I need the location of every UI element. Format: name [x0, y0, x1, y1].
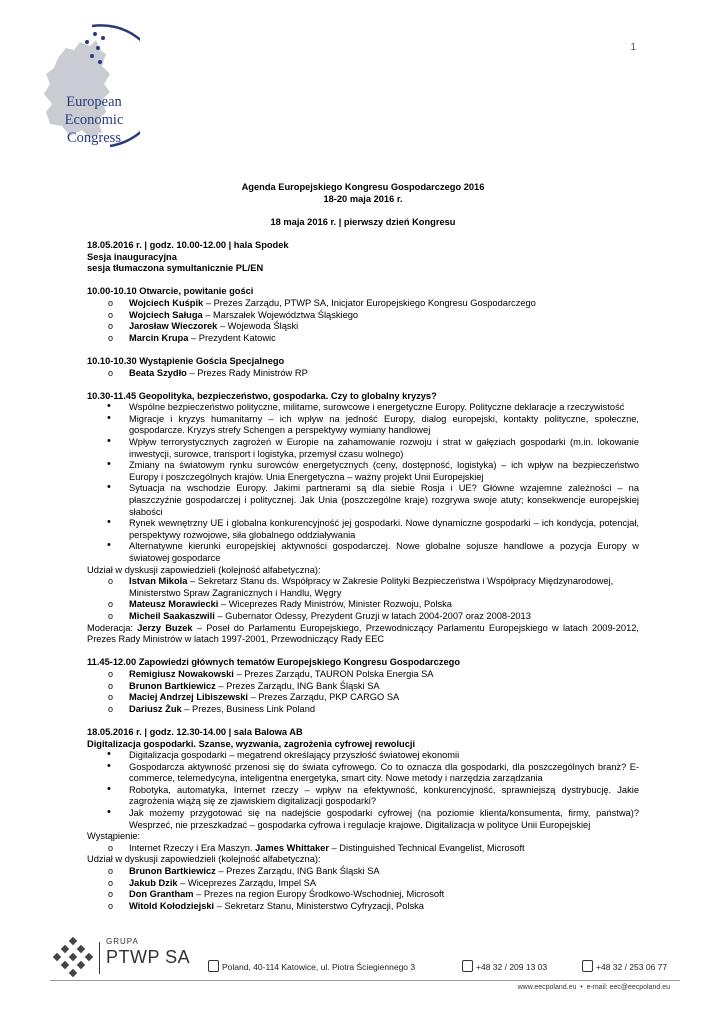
speaker-name: Istvan Mikola [129, 576, 188, 587]
group-label: GRUPA [106, 937, 139, 946]
speaker-name: Wojciech Saługa [129, 309, 203, 320]
speaker-name: Brunon Bartkiewicz [129, 866, 216, 877]
moderator-role: – Poseł do Parlamentu Europejskiego, Przewodniczący Parlamentu Europejskiego w latach 2009-2012, Prezes Rady Ministrów w latach 1997-2001, Przewodniczący Rady EEC [87, 622, 640, 645]
speaker-item [87, 611, 639, 623]
speaker-role: – Marszałek Województwa Śląskiego [202, 309, 359, 320]
logo-line-1: European [66, 94, 122, 110]
speaker-name: Beata Szydło [129, 367, 187, 378]
topic-item: • Wpływ terrorystycznych zagrożeń w Europie na zahamowanie rozwoju i strat w gałęziach gospodarki (m.in. lokowanie inwestycji, surowce, transport i logistyka, przemysł czasu wolnego) [87, 437, 639, 460]
speaker-role: – Prezes Zarządu, ING Bank Śląski SA [215, 680, 380, 691]
speaker-role: – Prezes Zarządu, PTWP SA, Inicjator Europejskiego Kongresu Gospodarczego [203, 297, 536, 308]
agenda-item-heading: 10.10-10.30 Wystąpienie Gościa Specjalnego [87, 355, 285, 366]
speaker-role: – Sekretarz Stanu ds. Współpracy w Zakresie Polityki Bezpieczeństwa i Współpracy Międzynarodowej, Ministerstwo Spraw Zagranicznych i Handlu, Węgry [129, 576, 614, 598]
speaker-item [87, 901, 639, 913]
agenda-item-heading: Digitalizacja gospodarki. Szanse, wyzwania, zagrożenia cyfrowej rewolucji [87, 738, 416, 749]
speaker-role: – Wiceprezes Zarządu, Impel SA [177, 877, 317, 888]
speaker-item [87, 669, 639, 681]
topic-item: • Sytuacja na wschodzie Europy. Jakimi partnerami są dla siebie Rosja i UE? Główne wzajemne zależności – na płaszczyźnie gospodarczej i politycznej. Jak Unia (poszczególne kraje) rozgrywa swoje atuty; konsekwencje europejskiej słabości [87, 483, 639, 518]
speaker-role: – Prezes, Business Link Poland [181, 703, 316, 714]
keynote-title: Internet Rzeczy i Era Maszyn. [129, 842, 256, 853]
ptwp-logo-icon [50, 936, 100, 981]
agenda-content [87, 182, 639, 912]
speaker-item [87, 298, 639, 310]
email-link[interactable]: e-mail: eec@eecpoland.eu [586, 984, 670, 991]
logo-wordmark [54, 93, 134, 147]
logo-line-2: Economic [64, 112, 124, 128]
speaker-list [87, 368, 639, 380]
website-link[interactable]: www.eecpoland.eu [517, 984, 577, 991]
speaker-name: Don Grantham [129, 889, 194, 900]
speaker-role: – Prezes Zarządu, ING Bank Śląski SA [215, 866, 380, 877]
topic-item: • Jak możemy przygotować się na nadejście gospodarki cyfrowej (na poziomie klienta/konsumenta, firmy, państwa)? Wesprzeć, nie przeszkadzać – gospodarka cyfrowa i regulacje krajowe. Digitalizacja w polityce Unii Europejskiej [87, 808, 639, 831]
topic-item: • Migracje i kryzys humanitarny – ich wpływ na jedność Europy, dialog europejski, kontakty polityczne, społeczne, gospodarcze. Kryzys strefy Schengen a perspektywy wymiany handlowej [87, 414, 639, 437]
page-number: 1 [630, 42, 636, 53]
speaker-role: – Prezes Rady Ministrów RP [186, 367, 308, 378]
speaker-role: – Gubernator Odessy, Prezydent Gruzji w latach 2004-2007 oraz 2008-2013 [214, 610, 531, 621]
fax-item [582, 960, 667, 972]
session-header: 18.05.2016 r. | godz. 10.00-12.00 | hala Spodek [87, 239, 289, 250]
moderation-label: Moderacja: [87, 622, 138, 633]
speaker-item [87, 599, 639, 611]
topic-item: • Digitalizacja gospodarki – megatrend określający przyszłość światowej ekonomii [87, 750, 639, 762]
speaker-item [87, 321, 639, 333]
speaker-item [87, 368, 639, 380]
topic-list [87, 750, 639, 831]
phone-text: +48 32 / 209 13 03 [476, 962, 548, 972]
speaker-item [87, 576, 639, 599]
speaker-list [87, 669, 639, 715]
speaker-name: James Whittaker [255, 842, 329, 853]
speaker-role: – Prezes na region Europy Środkowo-Wschodniej, Microsoft [193, 889, 445, 900]
phone-item [462, 960, 547, 972]
speaker-name: Marcin Krupa [129, 332, 189, 343]
topic-item: • Alternatywne kierunki europejskiej aktywności gospodarczej. Nowe globalne sojusze handlowe a pozycja Europy w światowej gospodarce [87, 541, 639, 564]
speaker-role: – Distinguished Technical Evangelist, Microsoft [328, 842, 525, 853]
speaker-item [87, 333, 639, 345]
session-translation-note: sesja tłumaczona symultanicznie PL/EN [87, 263, 264, 274]
speaker-item [87, 681, 639, 693]
footer-divider [50, 980, 680, 981]
moderation-line [87, 623, 639, 646]
address-item [208, 960, 415, 972]
fax-icon [582, 960, 593, 972]
speaker-role: – Prezydent Katowic [188, 332, 276, 343]
agenda-item-heading: 11.45-12.00 Zapowiedzi głównych tematów Europejskiego Kongresu Gospodarczego [87, 657, 460, 668]
logo-divider [99, 942, 100, 974]
topic-item: • Wspólne bezpieczeństwo polityczne, militarne, surowcowe i energetyczne Europy. Polityczne deklaracje a rzeczywistość [87, 402, 639, 414]
topic-item: • Zmiany na światowym rynku surowców energetycznych (ceny, dostępność, logistyka) – ich wpływ na bezpieczeństwo Europy i poszczególnych krajów. Unia Energetyczna – ważny projekt Unii Europejskiej [87, 460, 639, 483]
moderator-name: Jerzy Buzek [137, 622, 193, 633]
speaker-list [87, 576, 639, 622]
speaker-name: Micheil Saakaszwili [129, 610, 215, 621]
speaker-name: Jakub Dzik [129, 877, 178, 888]
speaker-list [87, 298, 639, 344]
speaker-role: – Wojewoda Śląski [217, 321, 299, 332]
speaker-role: – Prezes Zarządu, TAURON Polska Energia SA [233, 668, 434, 679]
company-name: PTWP SA [106, 947, 191, 967]
speaker-role: – Sekretarz Stanu, Ministerstwo Cyfryzacji, Polska [214, 900, 424, 911]
speaker-list [87, 866, 639, 912]
footer-contact: www.eecpoland.eu • e-mail: eec@eecpoland.eu [517, 984, 670, 991]
speaker-name: Mateusz Morawiecki [129, 599, 219, 610]
building-icon [208, 960, 219, 972]
topic-item: • Gospodarcza aktywność przenosi się do świata cyfrowego. Co to oznacza dla gospodarki, dla poszczególnych branż? E-commerce, telemedycyna, inteligentna energetyka, smart city. Nowe metody i narzędzia zarządzania [87, 762, 639, 785]
agenda-dates: 18-20 maja 2016 r. [323, 193, 403, 204]
speaker-item [87, 704, 639, 716]
session-name: Sesja inauguracyjna [87, 251, 177, 262]
speakers-intro: Udział w dyskusji zapowiedzieli (kolejność alfabetyczna): [87, 854, 321, 865]
speaker-item [87, 878, 639, 890]
speaker-name: Brunon Bartkiewicz [129, 680, 216, 691]
keynote-item [87, 843, 639, 855]
speaker-item [87, 692, 639, 704]
day-title: 18 maja 2016 r. | pierwszy dzień Kongresu [270, 216, 456, 227]
address-text: Poland, 40-114 Katowice, ul. Piotra Ściegiennego 3 [222, 962, 416, 972]
agenda-item-heading: 10.00-10.10 Otwarcie, powitanie gości [87, 286, 254, 297]
speakers-intro: Udział w dyskusji zapowiedzieli (kolejność alfabetyczna): [87, 564, 321, 575]
speaker-name: Remigiusz Nowakowski [129, 668, 234, 679]
speaker-item [87, 889, 639, 901]
speaker-item [87, 310, 639, 322]
topic-item: • Robotyka, automatyka, Internet rzeczy – wpływ na efektywność, konkurencyjność, sprawniejszą dystrybucję. Jakie zagrożenia wiążą się ze zjawiskiem digitalizacji gospodarki? [87, 785, 639, 808]
phone-icon [462, 960, 473, 972]
speaker-name: Witold Kołodziejski [129, 900, 215, 911]
topic-item: • Rynek wewnętrzny UE i globalna konkurencyjność jej gospodarki. Nowe dynamiczne gospodarki – ich kondycja, potencjał, perspektywy rozwojowe, siła globalnego oddziaływania [87, 518, 639, 541]
topic-list [87, 402, 639, 564]
fax-text: +48 32 / 253 06 77 [596, 962, 668, 972]
speaker-name: Wojciech Kuśpik [129, 297, 204, 308]
speaker-item [87, 866, 639, 878]
logo-line-3: Congress [67, 130, 121, 146]
speaker-role: – Prezes Zarządu, PKP CARGO SA [248, 692, 400, 703]
agenda-title: Agenda Europejskiego Kongresu Gospodarczego 2016 [241, 182, 485, 192]
keynote-list [87, 843, 639, 855]
speaker-name: Maciej Andrzej Libiszewski [129, 692, 249, 703]
speaker-name: Jarosław Wieczorek [129, 321, 218, 332]
speaker-name: Dariusz Żuk [129, 703, 182, 714]
session-header: 18.05.2016 r. | godz. 12.30-14.00 | sala Balowa AB [87, 726, 303, 737]
keynote-intro: Wystąpienie: [87, 831, 141, 842]
speaker-role: – Wiceprezes Rady Ministrów, Minister Rozwoju, Polska [218, 599, 452, 610]
eec-logo [40, 20, 140, 155]
page-footer [50, 936, 680, 996]
agenda-item-heading: 10.30-11.45 Geopolityka, bezpieczeństwo, gospodarka. Czy to globalny kryzys? [87, 390, 437, 401]
